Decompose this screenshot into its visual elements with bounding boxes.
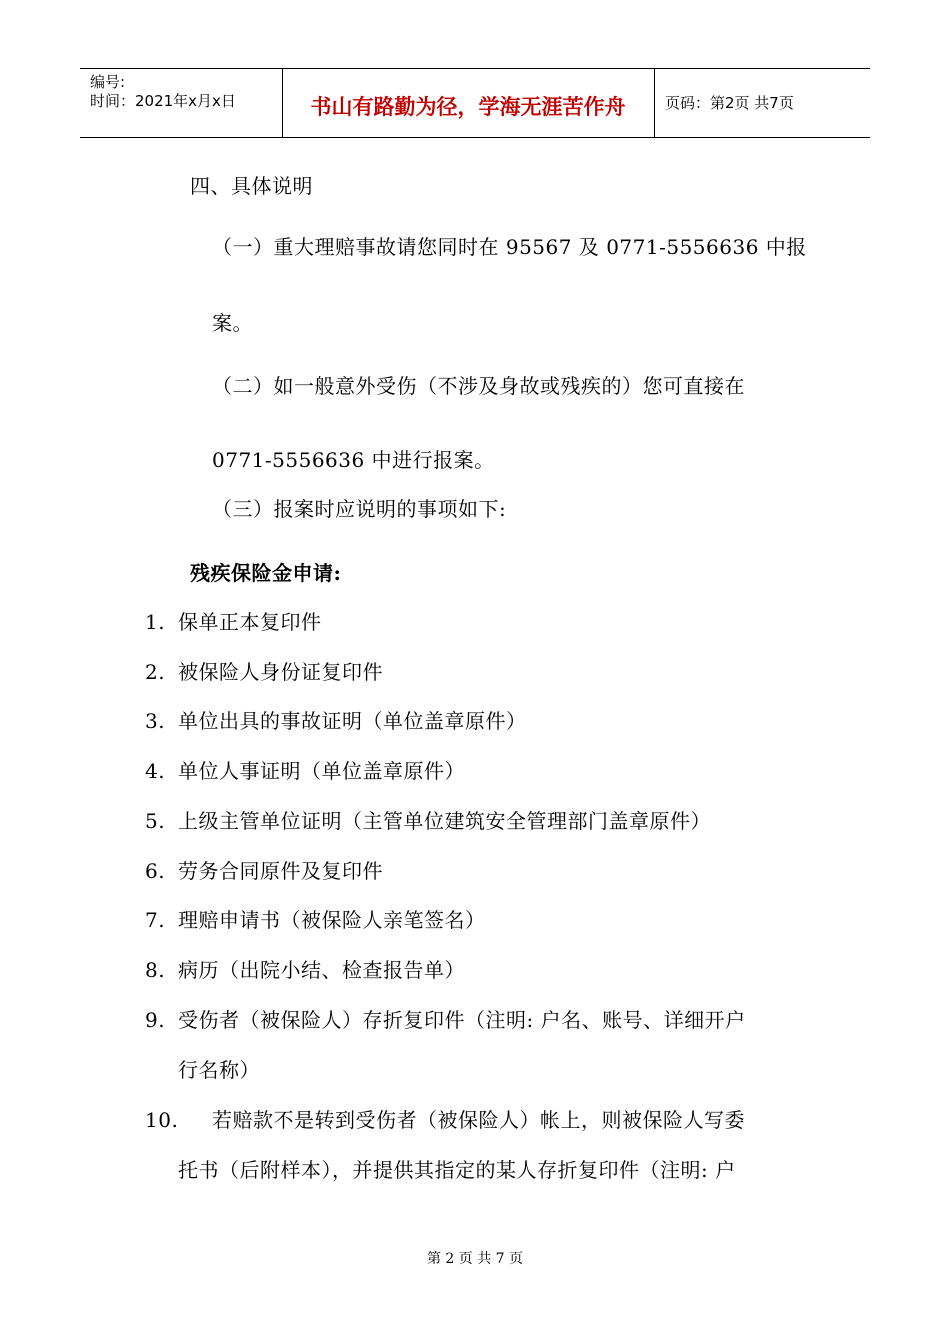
list-item: 被保险人身份证复印件 bbox=[178, 660, 383, 684]
list-item-continuation: 托书（后附样本），并提供其指定的某人存折复印件（注明: 户 bbox=[178, 1158, 736, 1182]
list-item: 理赔申请书（被保险人亲笔签名） bbox=[178, 908, 486, 932]
list-item: 单位出具的事故证明（单位盖章原件） bbox=[178, 709, 527, 733]
list-item: 单位人事证明（单位盖章原件） bbox=[178, 759, 465, 783]
paragraph-item-3: （三）报案时应说明的事项如下: bbox=[212, 497, 507, 521]
header-info-cell bbox=[80, 69, 283, 137]
paragraph-item-2-cont: 0771-5556636 中进行报案。 bbox=[212, 448, 495, 472]
document-date-label: 时间：2021年x月x日 bbox=[90, 92, 236, 110]
list-item-number: 1. bbox=[145, 610, 166, 634]
list-item-number: 9. bbox=[145, 1008, 166, 1032]
header-motto: 书山有路勤为径，学海无涯苦作舟 bbox=[310, 95, 626, 119]
list-item-number: 5. bbox=[145, 809, 166, 833]
list-item-number: 7. bbox=[145, 908, 166, 932]
list-item: 保单正本复印件 bbox=[178, 610, 322, 634]
list-item: 病历（出院小结、检查报告单） bbox=[178, 958, 465, 982]
list-item-number: 8. bbox=[145, 958, 166, 982]
list-item-number: 4. bbox=[145, 759, 166, 783]
list-item-number: 6. bbox=[145, 859, 166, 883]
page-footer: 第 2 页 共 7 页 bbox=[426, 1251, 524, 1267]
list-item: 上级主管单位证明（主管单位建筑安全管理部门盖章原件） bbox=[178, 809, 711, 833]
document-number-label: 编号: bbox=[90, 73, 126, 91]
paragraph-item-1-cont: 案。 bbox=[212, 311, 253, 335]
list-item: 受伤者（被保险人）存折复印件（注明: 户名、账号、详细开户 bbox=[178, 1008, 746, 1032]
list-item: 若赔款不是转到受伤者（被保险人）帐上，则被保险人写委 bbox=[212, 1108, 745, 1132]
subheading: 残疾保险金申请: bbox=[190, 561, 342, 585]
page-header bbox=[80, 68, 870, 138]
list-item-number: 10. bbox=[145, 1108, 179, 1132]
paragraph-item-1: （一）重大理赔事故请您同时在 95567 及 0771-5556636 中报 bbox=[212, 235, 807, 259]
header-motto-cell bbox=[282, 69, 655, 137]
list-item-number: 3. bbox=[145, 709, 166, 733]
paragraph-item-2: （二）如一般意外受伤（不涉及身故或残疾的）您可直接在 bbox=[212, 374, 745, 398]
header-page-number: 页码：第2页 共7页 bbox=[665, 94, 794, 112]
list-item-continuation: 行名称） bbox=[178, 1058, 260, 1082]
list-item: 劳务合同原件及复印件 bbox=[178, 859, 383, 883]
section-title: 四、具体说明 bbox=[190, 174, 313, 198]
header-page-cell bbox=[655, 69, 870, 137]
list-item-number: 2. bbox=[145, 660, 166, 684]
